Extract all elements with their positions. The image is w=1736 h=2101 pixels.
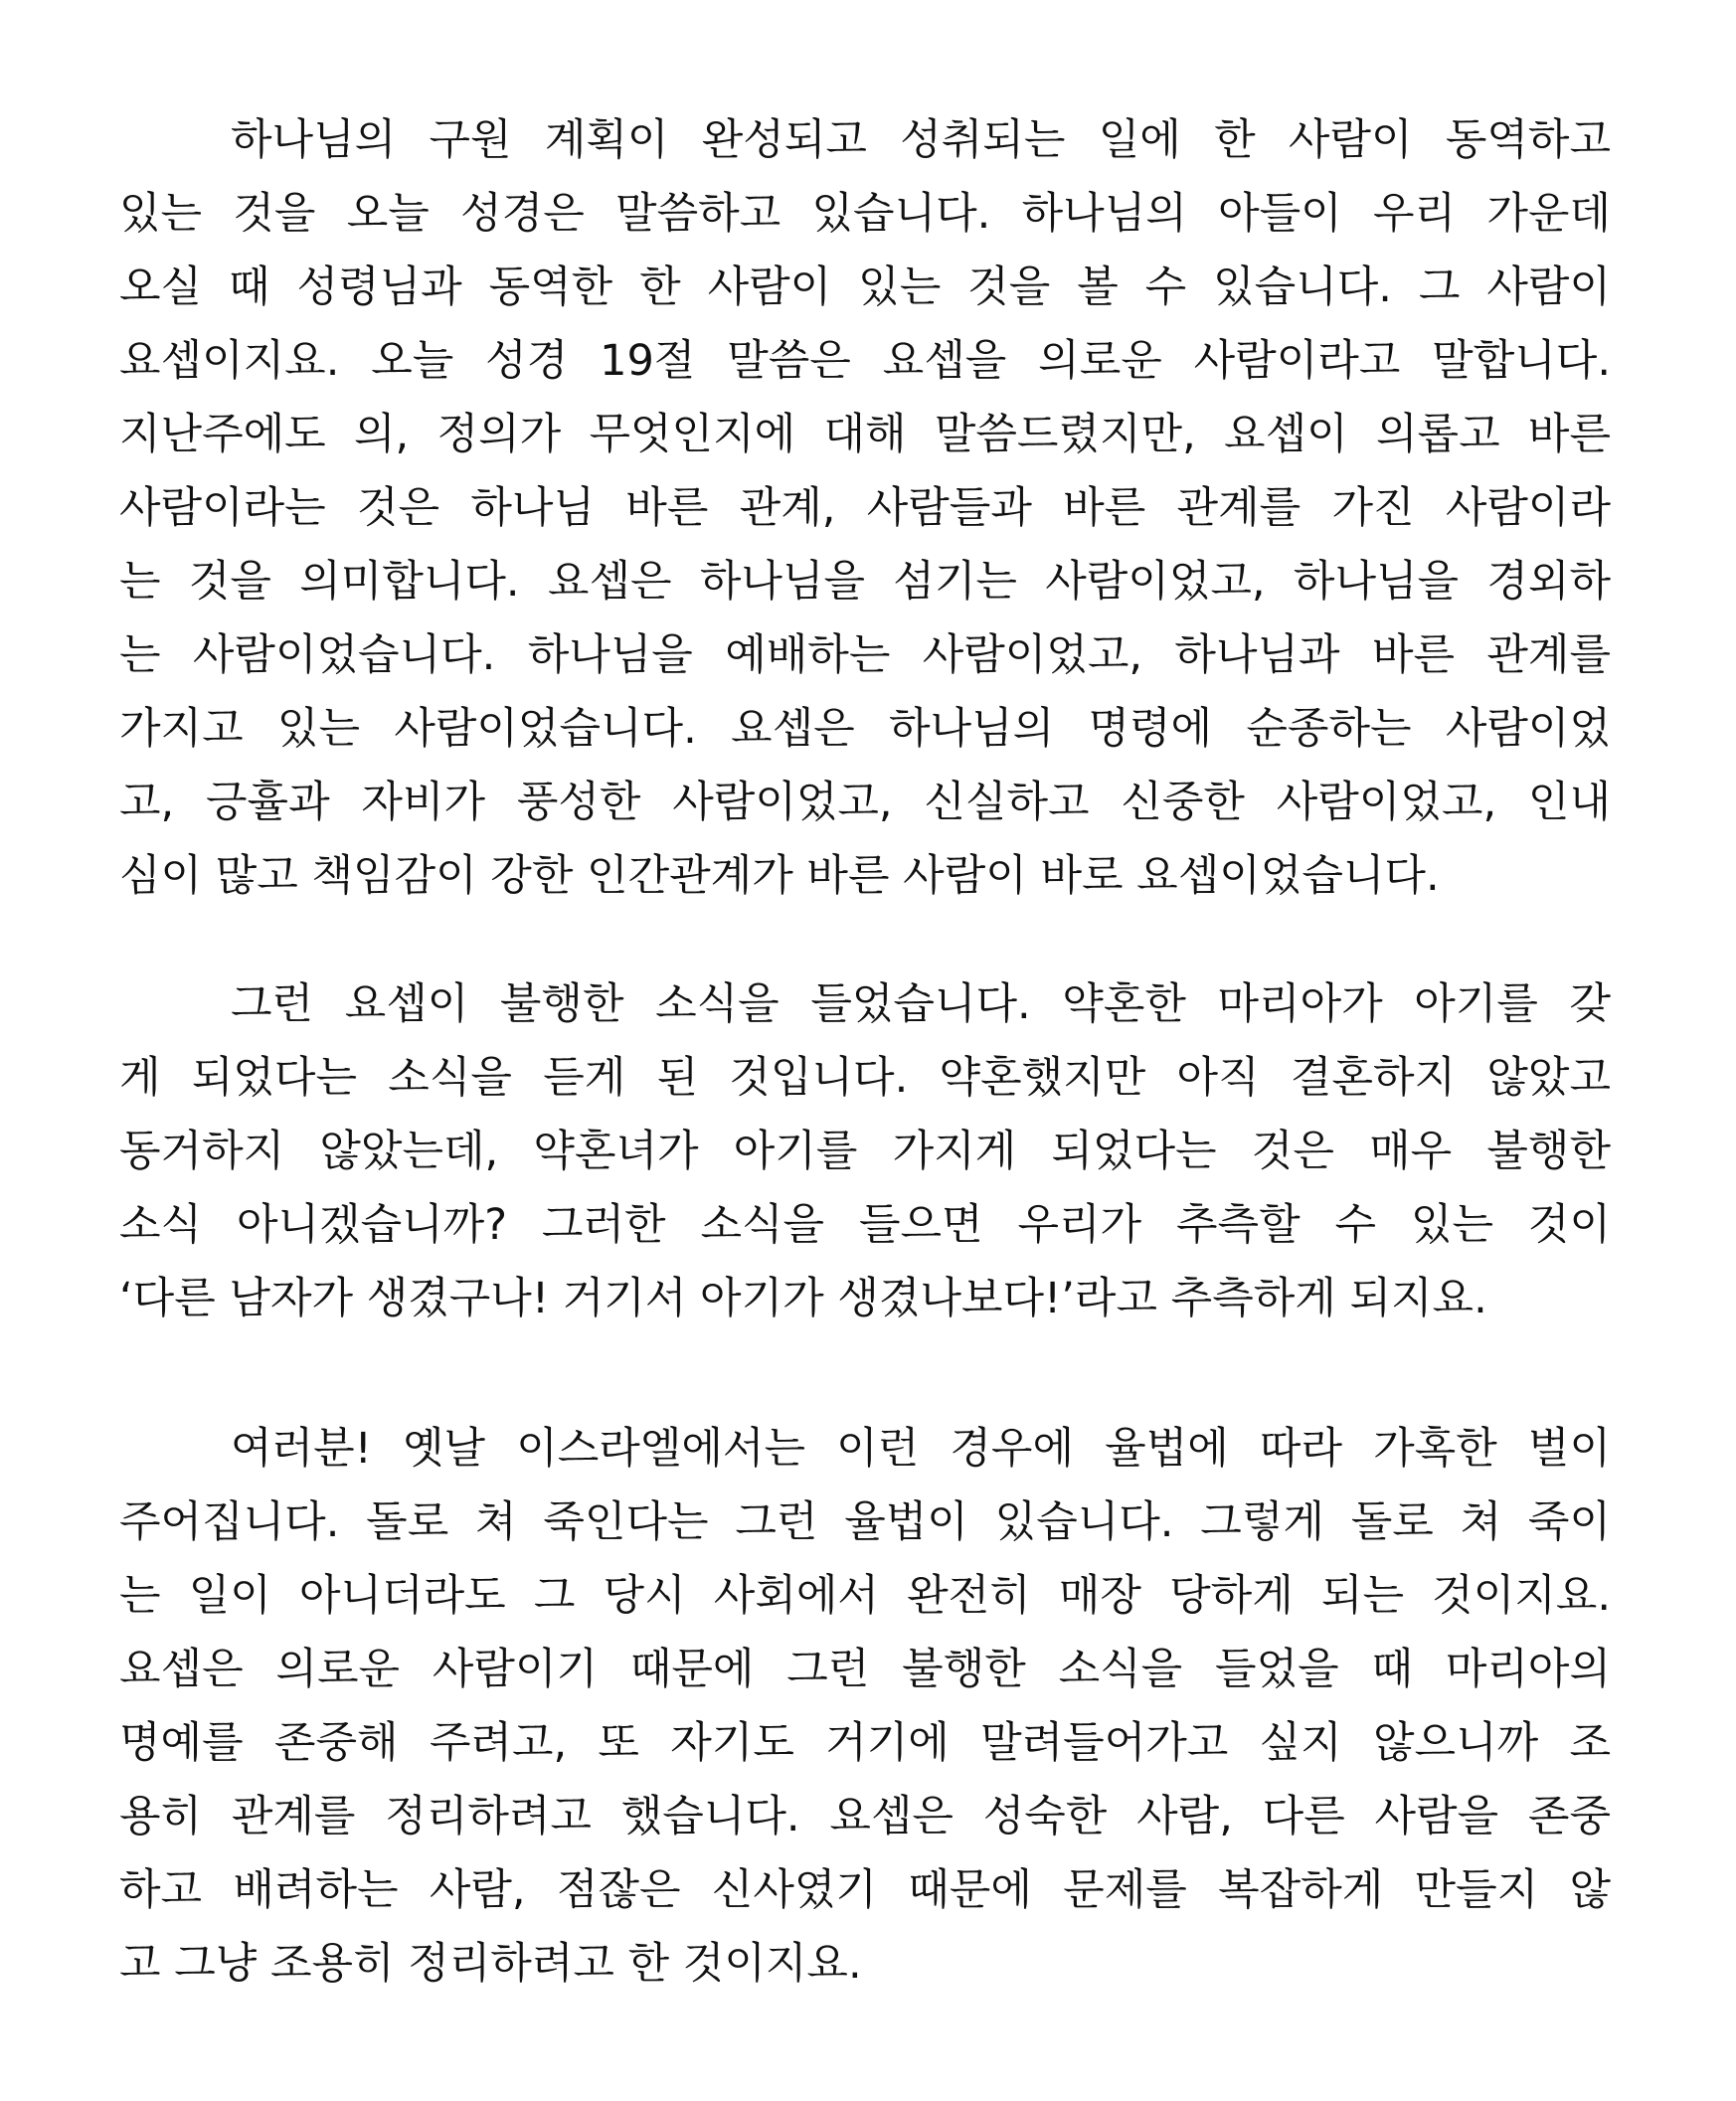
text-line: 요셉은 의로운 사람이기 때문에 그런 불행한 소식을 들었을 때 마리아의 <box>119 1645 1611 1694</box>
text-line: 게 되었다는 소식을 듣게 된 것입니다. 약혼했지만 아직 결혼하지 않았고 <box>119 1053 1611 1103</box>
text-line: 는 일이 아니더라도 그 당시 사회에서 완전히 매장 당하게 되는 것이지요. <box>119 1571 1611 1621</box>
text-line: 심이 많고 책임감이 강한 인간관계가 바른 사람이 바로 요셉이었습니다. <box>119 851 1440 901</box>
text-line: 여러분! 옛날 이스라엘에서는 이런 경우에 율법에 따라 가혹한 벌이 <box>231 1424 1611 1474</box>
text-line: 있는 것을 오늘 성경은 말씀하고 있습니다. 하나님의 아들이 우리 가운데 <box>119 189 1611 239</box>
paragraph-3 <box>119 1412 1611 2001</box>
text-line: 동거하지 않았는데, 약혼녀가 아기를 가지게 되었다는 것은 매우 불행한 <box>119 1127 1611 1176</box>
text-line: 는 사람이었습니다. 하나님을 예배하는 사람이었고, 하나님과 바른 관계를 <box>119 630 1611 680</box>
text-line: 주어집니다. 돌로 쳐 죽인다는 그런 율법이 있습니다. 그렇게 돌로 쳐 죽이 <box>119 1497 1611 1547</box>
text-line: 사람이라는 것은 하나님 바른 관계, 사람들과 바른 관계를 가진 사람이라 <box>119 483 1611 533</box>
text-line: 하나님의 구원 계획이 완성되고 성취되는 일에 한 사람이 동역하고 <box>231 115 1611 165</box>
text-line: 용히 관계를 정리하려고 했습니다. 요셉은 성숙한 사람, 다른 사람을 존중 <box>119 1792 1611 1841</box>
text-line: 소식 아니겠습니까? 그러한 소식을 들으면 우리가 추측할 수 있는 것이 <box>119 1200 1611 1250</box>
text-line: 하고 배려하는 사람, 점잖은 신사였기 때문에 문제를 복잡하게 만들지 않 <box>119 1865 1611 1915</box>
text-line: 오실 때 성령님과 동역한 한 사람이 있는 것을 볼 수 있습니다. 그 사람이 <box>119 263 1611 312</box>
text-line: 그런 요셉이 불행한 소식을 들었습니다. 약혼한 마리아가 아기를 갖 <box>231 979 1611 1029</box>
text-line: 고 그냥 조용히 정리하려고 한 것이지요. <box>119 1939 862 1989</box>
paragraph-2 <box>119 967 1611 1335</box>
text-line: 고, 긍휼과 자비가 풍성한 사람이었고, 신실하고 신중한 사람이었고, 인내 <box>119 778 1611 827</box>
text-line: 명예를 존중해 주려고, 또 자기도 거기에 말려들어가고 싶지 않으니까 조 <box>119 1718 1611 1768</box>
text-line: 요셉이지요. 오늘 성경 19절 말씀은 요셉을 의로운 사람이라고 말합니다. <box>119 336 1611 386</box>
text-line: 지난주에도 의, 정의가 무엇인지에 대해 말씀드렸지만, 요셉이 의롭고 바른 <box>119 410 1611 459</box>
paragraph-1 <box>119 103 1611 913</box>
text-line: 가지고 있는 사람이었습니다. 요셉은 하나님의 명령에 순종하는 사람이었 <box>119 704 1611 754</box>
text-line: 는 것을 의미합니다. 요셉은 하나님을 섬기는 사람이었고, 하나님을 경외하 <box>119 557 1611 607</box>
text-line: ‘다른 남자가 생겼구나! 거기서 아기가 생겼나보다!’라고 추측하게 되지요. <box>119 1274 1487 1323</box>
